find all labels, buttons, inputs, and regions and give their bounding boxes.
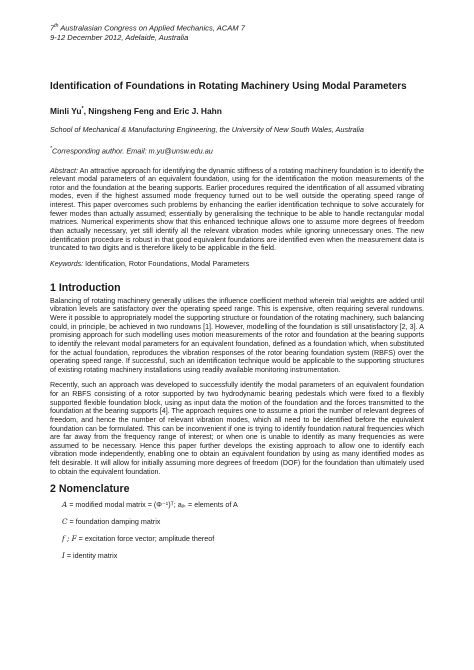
keywords-label: Keywords: xyxy=(50,259,84,268)
nomenclature-item: I = identity matrix xyxy=(62,551,118,561)
abstract-label: Abstract: xyxy=(50,166,78,175)
corresponding-author: *Corresponding author. Email: m.yu@unsw.edu.au xyxy=(50,146,213,156)
conference-header xyxy=(50,22,424,42)
conference-dates: 9-12 December 2012, Adelaide, Australia xyxy=(50,32,189,42)
paper-title: Identification of Foundations in Rotating Machinery Using Modal Parameters xyxy=(50,81,407,93)
section-heading-introduction: 1 Introduction xyxy=(50,281,121,294)
keywords-text: Identification, Rotor Foundations, Modal Parameters xyxy=(83,259,250,268)
abstract-text: An attractive approach for identifying the dynamic stiffness of a rotating machinery foundation is to identify the relevant modal parameters of an equivalent foundation, using for the identification the motion measurements of the rotor and the foundation at the bearing supports. Earlier procedures required the identification of all assumed vibrating modes, even if the highest assumed mode frequency turned out to be well outside the operating speed range of interest. This paper overcomes such problems by enhancing the earlier identification technique to solve accurately for fewer modes than actually assumed; essentially by generalising the technique to be able to handle rectangular modal matrices. Numerical experiments show that this enhanced technique allows one to assume more degrees of freedom than actually necessary, yet still identify all the relevant vibration modes while ignoring unnecessary ones. The new identification procedure is robust in that good equivalent foundations are identified even when the measurement data is truncated to two digits and is therefore likely to be applicable in the field. xyxy=(50,166,424,253)
intro-paragraph: Recently, such an approach was developed to successfully identify the modal parameters of an equivalent foundation for an RBFS consisting of a rotor supported by two hydrodynamic bearing pedestals which were fixed to a flexibly supported flexible foundation block, using as input data the motion of the foundation and the forces transmitted to the foundation at the bearing supports [4]. The approach requires one to assume a priori the number of relevant degrees of freedom, and hence the number of relevant vibration modes, which all need to be identified before the equivalent foundation can be formulated. This can be inconvenient if one is trying to identify foundation natural frequencies which are far away from the frequency range of interest; or when one is unable to identify as many frequencies as were assumed to be necessary. Hence this paper further develops the existing approach to allow one to identify each vibration mode independently, enabling one to obtain an equivalent foundation by using as many identified modes as felt desirable. It will allow for initially assuming more degrees of freedom (DOF) for the foundation than ultimately used to obtain the equivalent foundation. xyxy=(50,381,424,476)
nomenclature-item: f ; F = excitation force vector; amplitude thereof xyxy=(62,534,215,544)
abstract xyxy=(50,167,424,253)
intro-paragraph: Balancing of rotating machinery generally utilises the influence coefficient method wherein trial weights are added until vibration levels are satisfactory over the operating speed range. This is expensive, often requiring several rundowns. Were it possible to appropriately model the supporting structure or foundation of the rotating machinery, such balancing could, in principle, be achieved in two rundowns [1]. However, modelling of the foundation is still unsatisfactory [2, 3]. A promising approach for such modelling uses motion measurements of the rotor and foundation at the bearing supports to identify the relevant modal parameters for an equivalent foundation, defined as a foundation which, when substituted for the actual foundation, reproduces the vibration responses of the rotor bearing foundation system (RBFS) over the operating speed range. If successful, such an identification technique would be applicable to the supporting structures of existing rotating machinery installations using readily available monitoring instrumentation. xyxy=(50,296,424,374)
section-heading-nomenclature: 2 Nomenclature xyxy=(50,483,130,496)
nomenclature-item: C = foundation damping matrix xyxy=(62,517,161,527)
nomenclature-item: A = modified modal matrix = (Φ⁻¹)ᵀ; aⱼₖ = elements of A xyxy=(62,500,238,510)
author-list: Minli Yu*, Ningsheng Feng and Eric J. Hahn xyxy=(50,106,222,117)
conference-name: 7th Australasian Congress on Applied Mechanics, ACAM 7 xyxy=(50,23,245,33)
keywords xyxy=(50,260,424,269)
affiliation: School of Mechanical & Manufacturing Engineering, the University of New South Wales, Australia xyxy=(50,125,364,135)
